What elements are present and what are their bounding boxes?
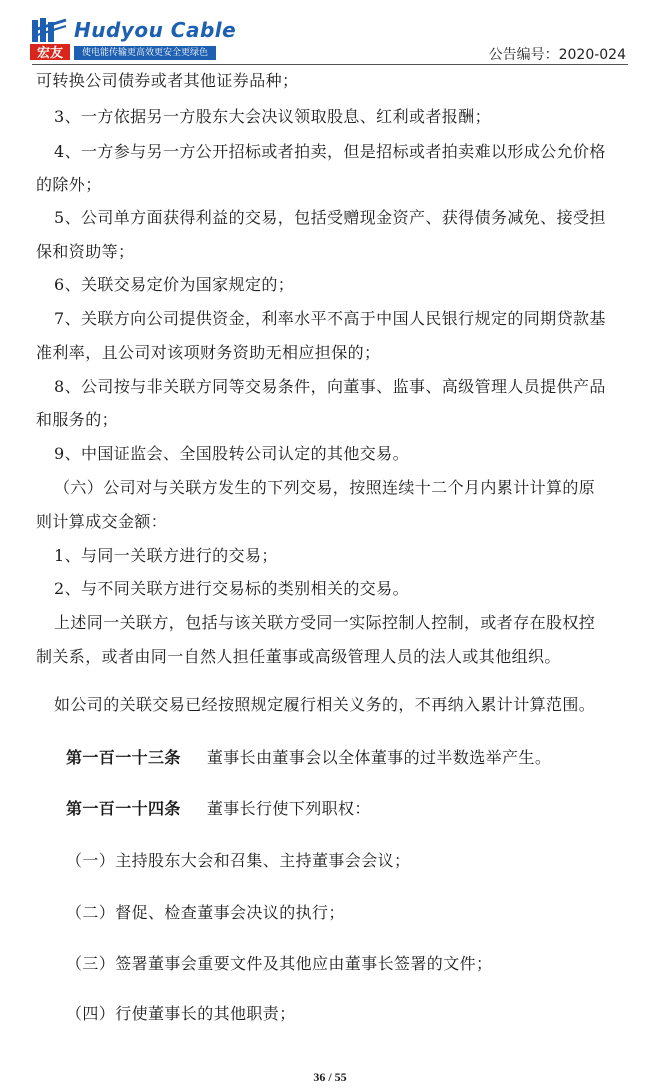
body-line: 2、与不同关联方进行交易标的类别相关的交易。 <box>54 579 409 598</box>
body-line: 和服务的； <box>36 410 119 429</box>
page-number <box>0 1070 660 1085</box>
announcement-label: 公告编号： <box>488 47 559 63</box>
header-divider <box>32 64 628 65</box>
body-line: 4、一方参与另一方公开招标或者拍卖，但是招标或者拍卖难以形成公允价格 <box>54 142 606 161</box>
body-line: 准利率，且公司对该项财务资助无相应担保的； <box>36 343 381 362</box>
duty-item: （四）行使董事长的其他职责； <box>66 1004 296 1023</box>
body-line: 制关系，或者由同一自然人担任董事或高级管理人员的法人或其他组织。 <box>36 647 561 666</box>
body-line: 8、公司按与非关联方同等交易条件，向董事、监事、高级管理人员提供产品 <box>54 377 606 396</box>
announcement-value: 2020-024 <box>558 47 626 63</box>
body-line: 5、公司单方面获得利益的交易，包括受赠现金资产、获得债务减免、接受担 <box>54 208 606 227</box>
logo-tagline: 使电能传输更高效更安全更绿色 <box>74 46 216 60</box>
body-line: 9、中国证监会、全国股转公司认定的其他交易。 <box>54 444 409 463</box>
logo-name: Hudyou Cable <box>74 18 237 42</box>
duty-item: （一）主持股东大会和召集、主持董事会会议； <box>66 851 411 870</box>
company-logo <box>30 16 237 62</box>
page-current: 36 <box>313 1070 326 1084</box>
body-line: 可转换公司债券或者其他证券品种； <box>36 71 299 90</box>
body-line: （六）公司对与关联方发生的下列交易，按照连续十二个月内累计计算的原 <box>54 478 596 497</box>
article-114 <box>66 798 628 820</box>
body-line: 如公司的关联交易已经按照规定履行相关义务的，不再纳入累计计算范围。 <box>54 695 596 714</box>
body-line: 保和资助等； <box>36 242 135 261</box>
page-separator: / <box>325 1070 335 1084</box>
body-line: 7、关联方向公司提供资金，利率水平不高于中国人民银行规定的同期贷款基 <box>54 309 606 328</box>
body-line: 3、一方依据另一方股东大会决议领取股息、红利或者报酬； <box>54 107 491 126</box>
body-line: 上述同一关联方，包括与该关联方受同一实际控制人控制，或者存在股权控 <box>54 613 596 632</box>
body-line: 则计算成交金额： <box>36 512 168 531</box>
body-line: 的除外； <box>36 175 102 194</box>
article-113 <box>66 747 628 769</box>
body-line: 1、与同一关联方进行的交易； <box>54 546 278 565</box>
article-114-text: 董事长行使下列职权： <box>206 799 371 818</box>
body-line: 6、关联交易定价为国家规定的； <box>54 275 295 294</box>
article-113-text: 董事长由董事会以全体董事的过半数选举产生。 <box>206 748 552 767</box>
svg-text:宏友: 宏友 <box>36 46 64 60</box>
duty-item: （三）签署董事会重要文件及其他应由董事长签署的文件； <box>66 954 493 973</box>
page-total: 55 <box>334 1070 347 1084</box>
article-114-title: 第一百一十四条 <box>66 799 181 818</box>
announcement-number <box>489 44 626 64</box>
logo-mark-icon <box>30 16 70 60</box>
duty-item: （二）督促、检查董事会决议的执行； <box>66 903 345 922</box>
article-113-title: 第一百一十三条 <box>66 748 181 767</box>
